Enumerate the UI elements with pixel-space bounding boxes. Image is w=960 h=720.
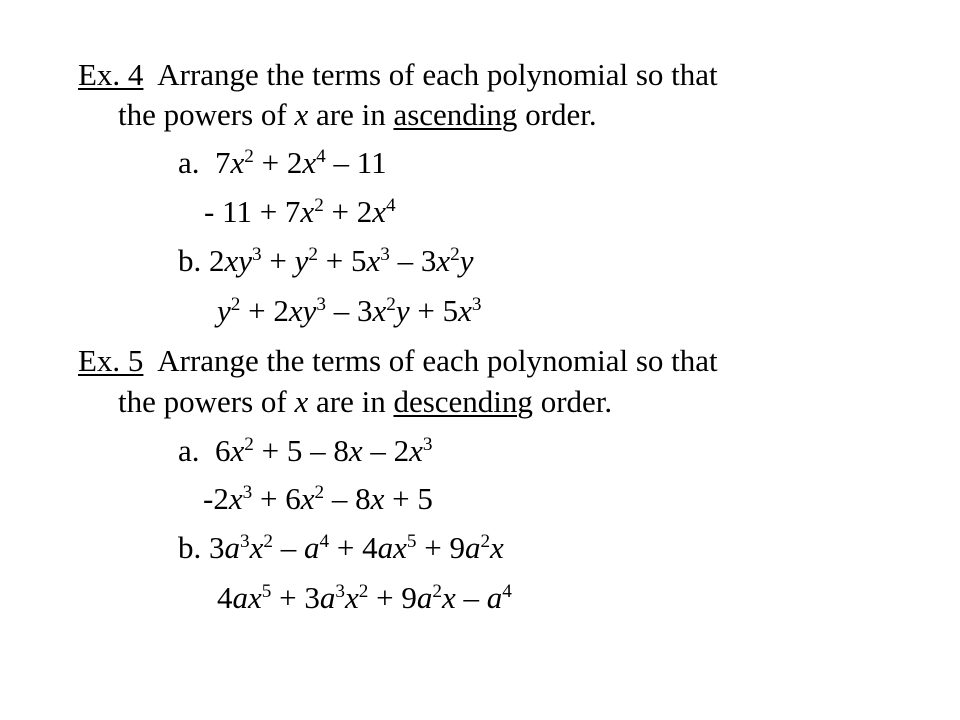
ex4-instruction-text: Arrange the terms of each polynomial so that	[157, 57, 718, 92]
ex4-instruction-line1	[78, 57, 718, 93]
ex4-keyword-ascending: ascending	[393, 97, 518, 132]
ex5-instruction-prefix: the powers of	[118, 384, 295, 419]
ex5-part-b-answer: $4ax^5 + 3a^3x^2 + 9a^2x - a^4$	[217, 580, 512, 615]
ex4-part-b-answer: $y^2 + 2xy^3 - 3x^2y + 5x^3$	[217, 293, 482, 328]
ex4-part-a-question: a. $7x^2 + 2x^4 - 11$	[178, 145, 387, 180]
ex5-instruction-suffix: order.	[532, 384, 613, 419]
ex4-label: Ex. 4	[78, 57, 144, 92]
ex5-part-b-question: b. $3a^3x^2 - a^4 + 4ax^5 + 9a^2x$	[178, 530, 504, 565]
ex5-instruction-text: Arrange the terms of each polynomial so that	[157, 343, 718, 378]
ex5-label: Ex. 5	[78, 343, 144, 378]
ex4-instruction-prefix: the powers of	[118, 97, 295, 132]
ex5-part-a-question: a. $6x^2 + 5 - 8x - 2x^3$	[178, 433, 433, 468]
ex4-instruction-suffix: order.	[517, 97, 597, 132]
ex5-instruction-mid: are in	[308, 384, 394, 419]
ex5-instruction-var: x	[294, 384, 309, 419]
ex4-part-b-question: b. $2xy^3 + y^2 + 5x^3 - 3x^2y$	[178, 243, 474, 278]
ex4-part-a-answer: - $11 + 7x^2 + 2x^4$	[204, 194, 396, 229]
ex5-instruction-line1	[78, 343, 718, 379]
ex5-part-a-answer: $-2x^3 + 6x^2 - 8x + 5$	[203, 481, 433, 516]
ex4-instruction-mid: are in	[308, 97, 394, 132]
ex4-instruction-var: x	[294, 97, 309, 132]
ex5-keyword-descending: descending	[393, 384, 533, 419]
ex4-instruction-line2	[118, 97, 597, 133]
ex5-instruction-line2	[118, 384, 612, 420]
